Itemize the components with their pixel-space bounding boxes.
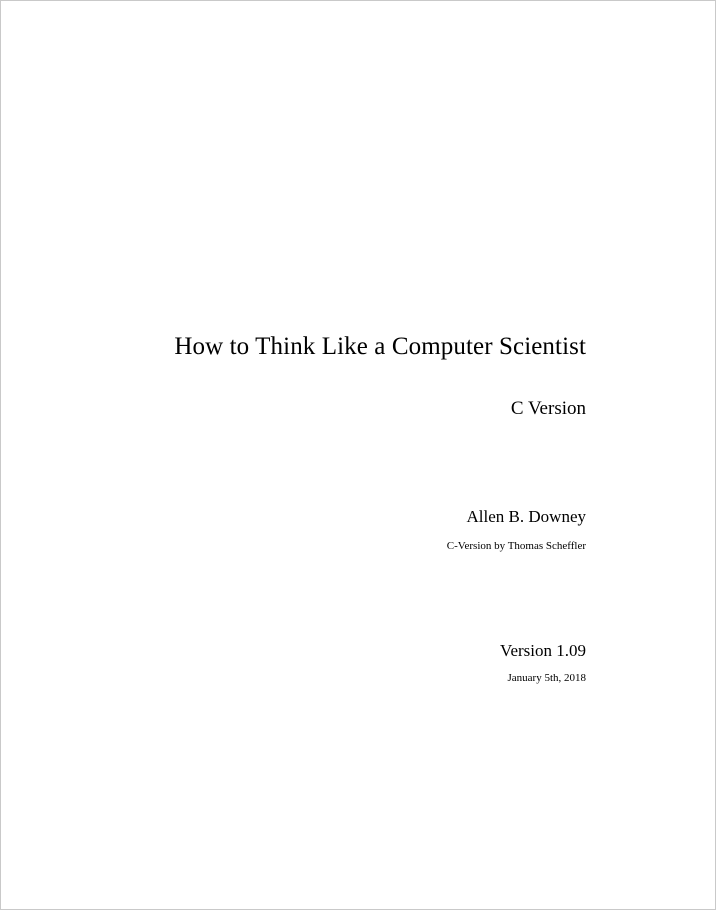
author-group (1, 507, 715, 552)
page-title: How to Think Like a Computer Scientist (174, 333, 586, 360)
version-group (1, 641, 715, 684)
contributor-credit: C-Version by Thomas Scheffler (446, 540, 586, 552)
page-subtitle: C Version (510, 397, 586, 419)
author-name: Allen B. Downey (466, 507, 586, 526)
version-label: Version 1.09 (500, 641, 586, 660)
publication-date: January 5th, 2018 (507, 672, 586, 684)
title-group (1, 333, 715, 420)
